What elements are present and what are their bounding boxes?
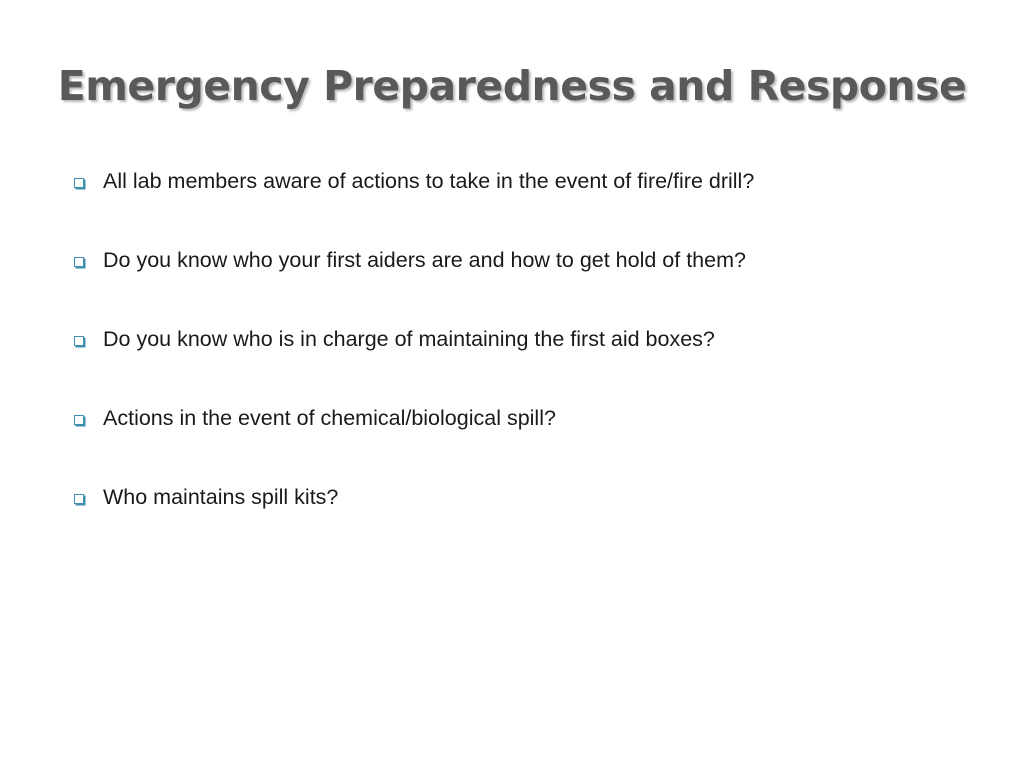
bullet-list: [74, 166, 974, 561]
list-item: [74, 166, 974, 196]
square-bullet-icon: [74, 494, 84, 504]
square-bullet-icon: [74, 257, 84, 267]
square-bullet-icon: [74, 415, 84, 425]
bullet-text: All lab members aware of actions to take in the event of fire/fire drill?: [103, 168, 755, 193]
slide-title: Emergency Preparedness and Response: [57, 62, 967, 110]
bullet-text: Do you know who your first aiders are and how to get hold of them?: [103, 247, 746, 272]
bullet-text: Do you know who is in charge of maintaining the first aid boxes?: [103, 326, 715, 351]
square-bullet-icon: [74, 336, 84, 346]
bullet-text: Who maintains spill kits?: [103, 484, 339, 509]
bullet-text: Actions in the event of chemical/biological spill?: [103, 405, 556, 430]
square-bullet-icon: [74, 178, 84, 188]
list-item: [74, 482, 974, 512]
list-item: [74, 245, 974, 275]
list-item: [74, 403, 974, 433]
list-item: [74, 324, 974, 354]
